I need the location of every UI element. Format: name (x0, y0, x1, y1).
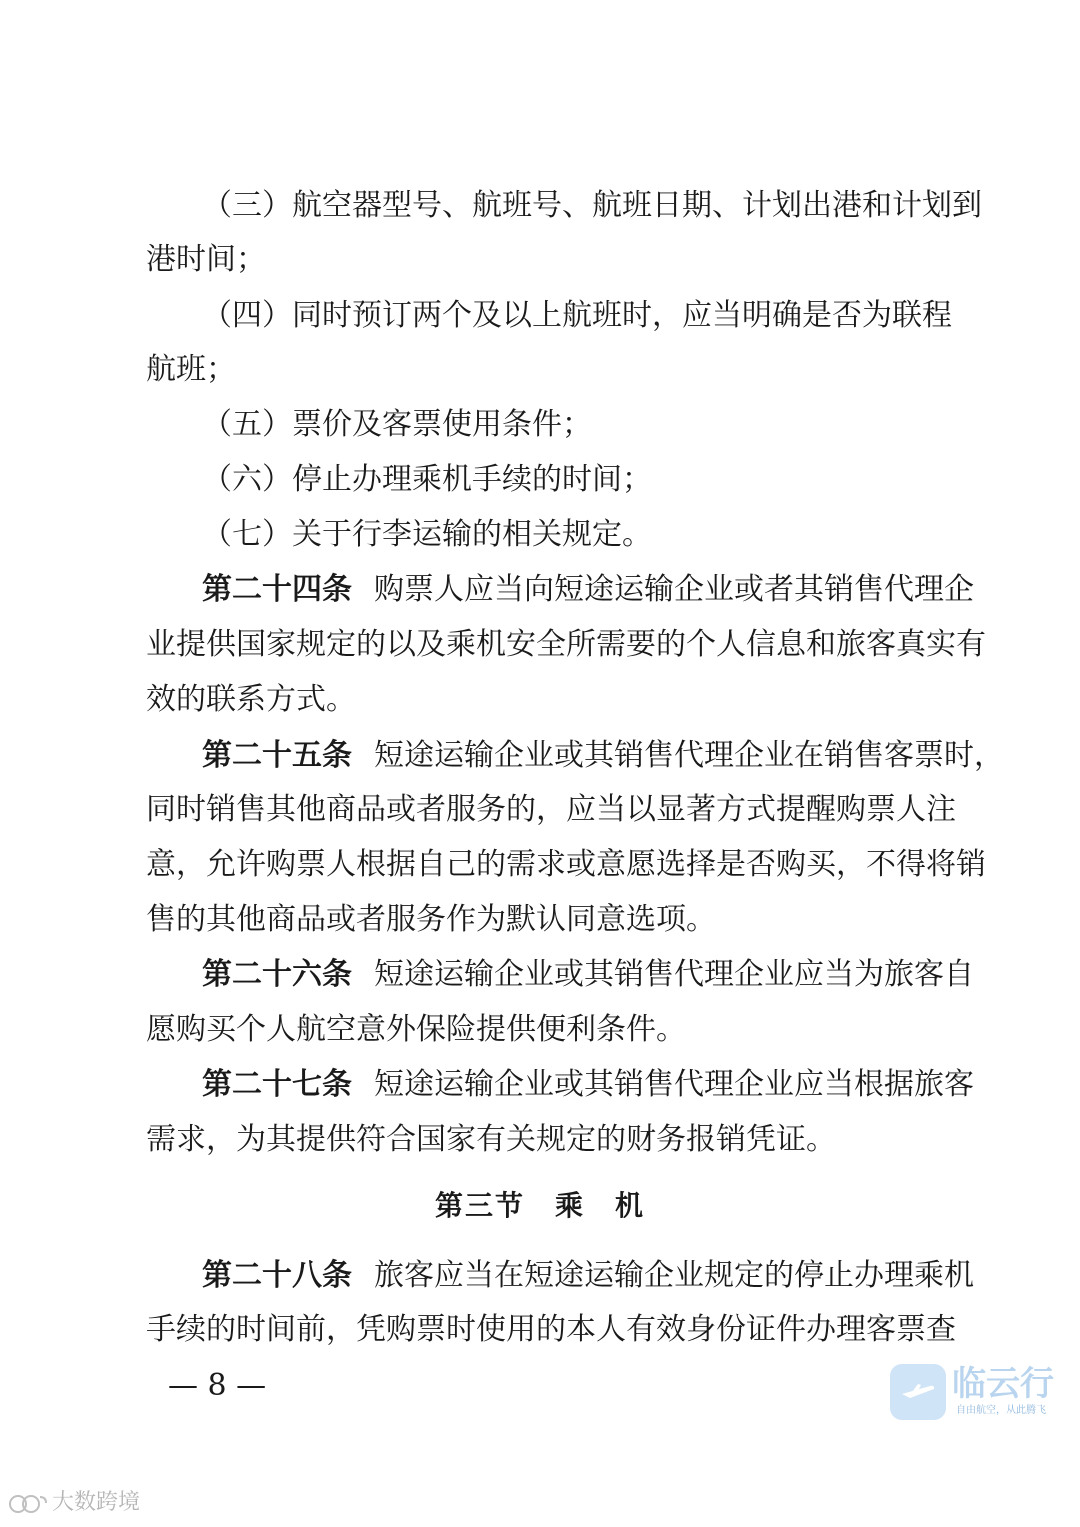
line-text: 手续的时间前，凭购票时使用的本人有效身份证件办理客票查 (146, 1312, 956, 1347)
article-text: 短途运输企业或其销售代理企业在销售客票时， (374, 738, 1004, 773)
weibo-icon (8, 1491, 52, 1515)
section-heading: 第三节 乘 机 (434, 1189, 645, 1222)
article-text: 短途运输企业或其销售代理企业应当根据旅客 (374, 1067, 974, 1102)
article-24 (202, 570, 974, 610)
line-text: （三）航空器型号、航班号、航班日期、计划出港和计划到 (202, 188, 982, 223)
article-number: 第二十六条 (202, 957, 352, 992)
list-item (202, 296, 952, 336)
line-continuation: 效的联系方式。 (146, 682, 356, 717)
article-line (202, 1256, 974, 1296)
article-text: 购票人应当向短途运输企业或者其销售代理企 (374, 572, 974, 607)
logo-tagline: 自由航空，从此腾飞 (956, 1405, 1046, 1416)
article-28 (202, 1256, 974, 1296)
line-continuation: 售的其他商品或者服务作为默认同意选项。 (146, 902, 716, 937)
article-25 (202, 736, 1004, 776)
line-continuation: 愿购买个人航空意外保险提供便利条件。 (146, 1012, 686, 1047)
article-number: 第二十八条 (202, 1258, 352, 1293)
article-26 (202, 955, 974, 995)
line-continuation: 航班； (146, 352, 236, 387)
line-continuation (146, 790, 956, 830)
article-line (202, 570, 974, 610)
list-item: （五）票价及客票使用条件； (202, 407, 592, 442)
airplane-icon (890, 1364, 946, 1420)
article-number: 第二十四条 (202, 572, 352, 607)
article-number: 第二十五条 (202, 738, 352, 773)
article-text: 短途运输企业或其销售代理企业应当为旅客自 (374, 957, 974, 992)
article-number: 第二十七条 (202, 1067, 352, 1102)
line-text: （四）同时预订两个及以上航班时，应当明确是否为联程 (202, 298, 952, 333)
page-number: — 8 — (168, 1368, 267, 1403)
line-continuation (146, 625, 986, 665)
line-continuation: 需求，为其提供符合国家有关规定的财务报销凭证。 (146, 1122, 836, 1157)
line-text: 业提供国家规定的以及乘机安全所需要的个人信息和旅客真实有 (146, 627, 986, 662)
watermark (8, 1488, 140, 1518)
list-item: （七）关于行李运输的相关规定。 (202, 517, 652, 552)
line-continuation (146, 1310, 956, 1350)
list-item: （六）停止办理乘机手续的时间； (202, 462, 652, 497)
logo-name: 临云行 (952, 1364, 1054, 1404)
line-continuation (146, 845, 986, 885)
line-continuation: 港时间； (146, 242, 266, 277)
article-line (202, 955, 974, 995)
article-27 (202, 1065, 974, 1105)
article-line (202, 736, 1004, 776)
brand-logo (890, 1360, 1070, 1430)
list-item (0, 186, 982, 226)
line-text: 意，允许购票人根据自己的需求或意愿选择是否购买，不得将销 (146, 847, 986, 882)
watermark-text: 大数跨境 (52, 1490, 141, 1515)
article-line (202, 1065, 974, 1105)
article-text: 旅客应当在短途运输企业规定的停止办理乘机 (374, 1258, 974, 1293)
line-text: 同时销售其他商品或者服务的，应当以显著方式提醒购票人注 (146, 792, 956, 827)
